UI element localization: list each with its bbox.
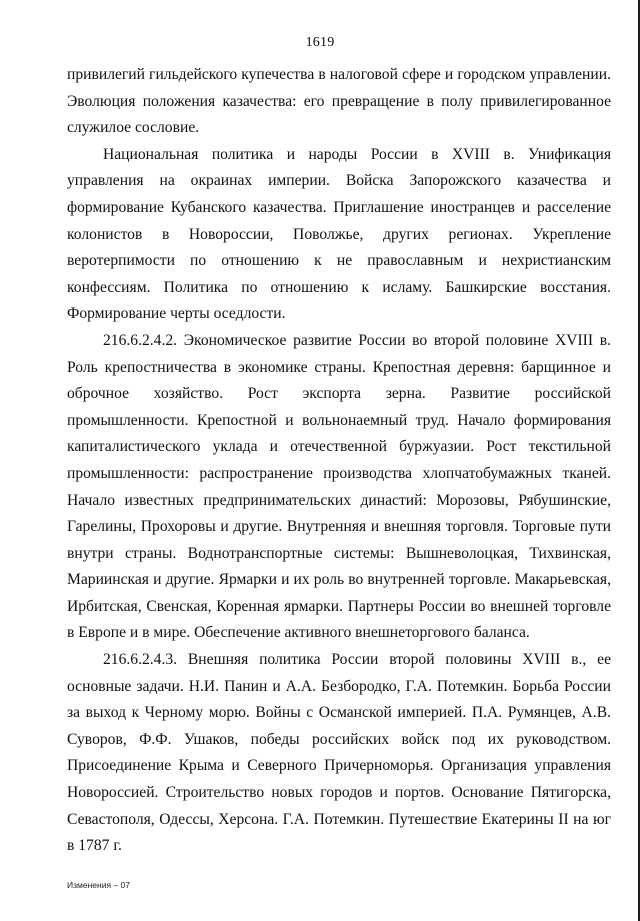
page-number: 1619 (305, 35, 335, 50)
footer-revision: Изменения – 07 (67, 880, 130, 890)
paragraph-national-policy: Национальная политика и народы России в XVIII в. Унификация управления на окраинах империи. Войска Запорожского казачества и формирование Кубанского казачества. Приглашение иностранцев и расселение колонистов в Новороссии, Поволжье, других регионах. Укрепление веротерпимости по отношению к не православным и нехристианским конфессиям. Политика по отношению к исламу. Башкирские восстания. Формирование черты оседлости. (67, 145, 611, 323)
paragraph-foreign-policy: 216.6.2.4.3. Внешняя политика России второй половины XVIII в., ее основные задачи. Н.И. Панин и А.А. Безбородко, Г.А. Потемкин. Борьба России за выход к Черному морю. Войны с Османской империей. П.А. Румянцев, А.В. Суворов, Ф.Ф. Ушаков, победы российских войск под их руководством. Присоединение Крыма и Северного Причерноморья. Организация управления Новороссией. Строительство новых городов и портов. Основание Пятигорска, Севастополя, Одессы, Херсона. Г.А. Потемкин. Путешествие Екатерины II на юг в 1787 г. (67, 651, 611, 855)
paragraph-economic-development: 216.6.2.4.2. Экономическое развитие России во второй половине XVIII в. Роль крепостничества в экономике страны. Крепостная деревня: барщинное и оброчное хозяйство. Рост экспорта зерна. Развитие российской промышленности. Крепостной и вольнонаемный труд. Начало формирования капиталистического уклада и отечественной буржуазии. Рост текстильной промышленности: распространение производства хлопчатобумажных тканей. Начало известных предпринимательских династий: Морозовы, Рябушинские, Гарелины, Прохоровы и другие. Внутренняя и внешняя торговля. Торговые пути внутри страны. Воднотранспортные системы: Вышневолоцкая, Тихвинская, Мариинская и другие. Ярмарки и их роль во внутренней торговле. Макарьевская, Ирбитская, Свенская, Коренная ярмарки. Партнеры России во внешней торговле в Европе и в мире. Обеспечение активного внешнеторгового баланса. (67, 331, 611, 642)
body-text (67, 62, 611, 860)
paragraph-continuation: привилегий гильдейского купечества в налоговой сфере и городском управлении. Эволюция положения казачества: его превращение в полу привилегированное служилое сословие. (67, 66, 611, 137)
